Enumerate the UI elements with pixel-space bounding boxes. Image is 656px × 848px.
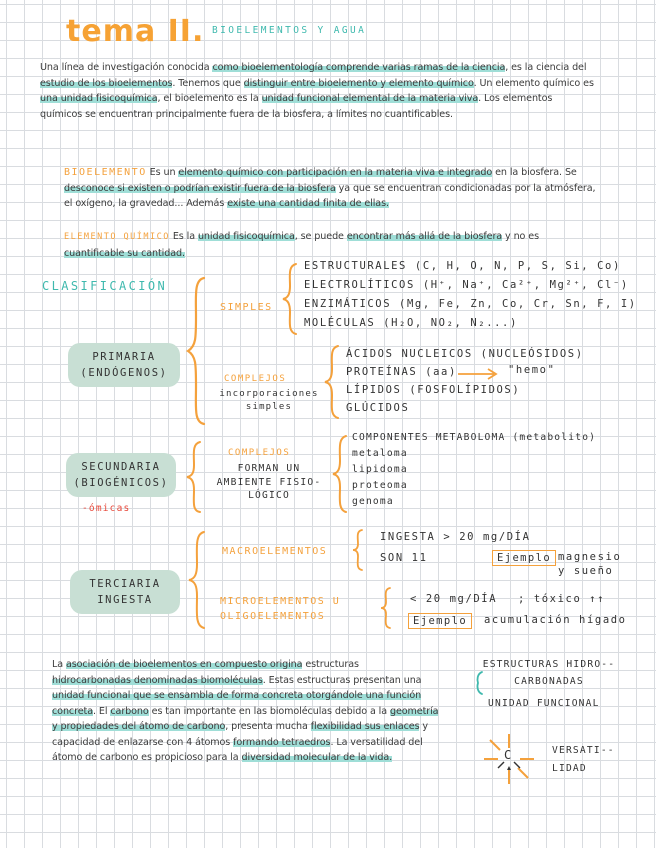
- highlight: geometría y propiedades del átomo de carbono: [52, 705, 439, 732]
- complejos-sub: incorporaciones simples: [219, 389, 319, 412]
- highlight: hidrocarbonadas denominadas biomoléculas: [52, 674, 263, 686]
- omicas-note: -ómicas: [82, 503, 131, 514]
- highlight: encontrar más allá de la biosfera: [346, 231, 503, 242]
- text: ya que se encuentran condicionadas por la atmósfera, el oxígeno, la gravedad... Además: [64, 182, 596, 209]
- microelementos-label: MICROELEMENTOS U OLIGOELEMENTOS: [220, 596, 341, 622]
- carbono-paragraph: [52, 657, 440, 766]
- complejos-item-2: PROTEÍNAS (aa): [346, 366, 457, 378]
- simples-item-4: MOLÉCULAS (H₂O, NO₂, N₂...): [304, 317, 518, 329]
- highlight: como bioelementología comprende varias ramas de la ciencia: [212, 62, 506, 73]
- text: . La versatilidad del átomo de carbono es propicioso para la: [52, 736, 423, 763]
- highlight: estudio de los bioelementos: [40, 77, 173, 89]
- complejos-item-1: ÁCIDOS NUCLEICOS (NUCLEÓSIDOS): [346, 348, 584, 360]
- page-title: tema II.: [66, 14, 205, 49]
- complejos-label: COMPLEJOS: [224, 374, 287, 384]
- text: , es la ciencia del: [505, 62, 587, 73]
- elemento-quimico-term: ELEMENTO QUÍMICO: [64, 232, 170, 242]
- primaria-label: PRIMARIA (ENDÓGENOS): [80, 351, 168, 379]
- micro-example-box: Ejemplo: [408, 613, 472, 629]
- text: y capacidad de enlazarse con 4 átomos: [52, 721, 429, 748]
- secundaria-pill: [66, 453, 176, 497]
- text: Es un: [146, 167, 179, 178]
- intro-paragraph: [40, 60, 595, 122]
- simples-item-3: ENZIMÁTICOS (Mg, Fe, Zn, Co, Cr, Sn, F, I): [304, 298, 637, 310]
- text: estructuras: [302, 659, 359, 670]
- text: Es la: [169, 231, 198, 242]
- text: . El: [92, 705, 111, 717]
- secundaria-complejos-label: COMPLEJOS: [228, 448, 291, 458]
- secundaria-brace: [184, 440, 204, 514]
- highlight: flexibilidad sus enlaces: [310, 721, 420, 732]
- macro-line-2: SON 11: [380, 552, 428, 564]
- carbon-atom-label: C: [504, 748, 512, 762]
- macro-example-box: Ejemplo: [492, 550, 556, 566]
- secundaria-item-4: proteoma: [352, 480, 408, 491]
- secundaria-complejos-sub: FORMAN UN AMBIENTE FISIO-LÓGICO: [216, 463, 322, 501]
- secundaria-item-3: lipidoma: [352, 464, 408, 475]
- terciaria-pill: [70, 570, 180, 614]
- text: . Estas estructuras presentan una: [262, 674, 422, 686]
- primaria-brace: [184, 276, 208, 426]
- clasificacion-heading: CLASIFICACIÓN: [42, 279, 168, 293]
- text: , el bioelemento es la: [157, 93, 262, 104]
- secundaria-item-1: COMPONENTES METABOLOMA (metabolito): [352, 432, 597, 443]
- secundaria-item-5: genoma: [352, 496, 394, 507]
- highlight: una unidad fisicoquímica: [40, 93, 158, 104]
- text: es tan importante en las biomoléculas debido a la: [148, 705, 390, 717]
- highlight: unidad funcional que se ensambla de forma concreta otorgándole una función concreta: [52, 690, 422, 717]
- bioelemento-definition: [64, 165, 604, 212]
- primaria-pill: [68, 343, 180, 387]
- highlight: existe una cantidad finita de ellas.: [227, 198, 389, 209]
- simples-item-1: ESTRUCTURALES (C, H, O, N, P, S, Si, Co): [304, 260, 621, 272]
- complejos-item-4: GLÚCIDOS: [346, 402, 410, 414]
- text: . Un elemento químico es: [473, 77, 594, 89]
- macro-line-1: INGESTA > 20 mg/DÍA: [380, 531, 531, 543]
- micro-line-1: < 20 mg/DÍA: [410, 593, 498, 605]
- text: Una línea de investigación conocida: [40, 62, 213, 73]
- page-subtitle: BIOELEMENTOS Y AGUA: [212, 25, 367, 36]
- unidad-note: UNIDAD FUNCIONAL: [488, 698, 600, 709]
- simples-label: SIMPLES: [220, 302, 273, 313]
- text: . Los elementos químicos se encuentran principalmente fuera de la biosfera, a límites no cuantificables.: [40, 93, 553, 120]
- terciaria-brace: [186, 530, 208, 630]
- macro-example-value: magnesio y sueño: [558, 551, 622, 577]
- versatilidad-note: VERSATI--LIDAD: [552, 745, 615, 774]
- text: . Tenemos que: [172, 77, 244, 89]
- text: La: [52, 659, 66, 670]
- highlight: formando tetraedros: [233, 736, 331, 748]
- highlight: elemento químico con participación en la materia viva e integrado: [178, 167, 493, 178]
- simples-brace: [280, 262, 300, 336]
- micro-line-1b: ; tóxico ↑↑: [518, 593, 606, 605]
- micro-brace: [378, 586, 394, 630]
- highlight: unidad fisicoquímica: [197, 231, 295, 242]
- highlight: carbono: [110, 705, 149, 717]
- secundaria-item-2: metaloma: [352, 448, 408, 459]
- elemento-quimico-definition: [64, 229, 584, 261]
- bioelemento-term: BIOELEMENTO: [64, 167, 147, 178]
- arrow-icon: [456, 368, 500, 380]
- macro-brace: [350, 528, 366, 572]
- simples-item-2: ELECTROLÍTICOS (H⁺, Na⁺, Ca²⁺, Mg²⁺, Cl⁻): [304, 279, 629, 291]
- hemo-label: "hemo": [508, 364, 556, 376]
- micro-example-value: acumulación hígado: [484, 614, 627, 626]
- highlight: diversidad molecular de la vida.: [241, 752, 393, 763]
- text: , presenta mucha: [225, 721, 311, 732]
- secundaria-items-brace: [330, 434, 350, 514]
- highlight: cuantificable su cantidad.: [64, 247, 185, 259]
- highlight: desconoce si existen o podrían existir fuera de la biosfera: [64, 182, 336, 194]
- complejos-item-3: LÍPIDOS (FOSFOLÍPIDOS): [346, 384, 521, 396]
- text: y no es: [502, 231, 539, 242]
- highlight: asociación de bioelementos en compuesto origina: [65, 659, 303, 670]
- macroelementos-label: MACROELEMENTOS: [222, 546, 328, 557]
- secundaria-label: SECUNDARIA (BIOGÉNICOS): [73, 461, 169, 489]
- complejos-brace: [322, 344, 342, 420]
- text: , se puede: [294, 231, 347, 242]
- highlight: distinguir entre bioelemento y elemento químico: [243, 77, 474, 89]
- terciaria-label: TERCIARIA INGESTA: [89, 578, 161, 606]
- estructuras-note: ESTRUCTURAS HIDRO--CARBONADAS: [482, 659, 616, 687]
- highlight: unidad funcional elemental de la materia viva: [261, 93, 479, 104]
- text: en la biosfera. Se: [492, 167, 577, 178]
